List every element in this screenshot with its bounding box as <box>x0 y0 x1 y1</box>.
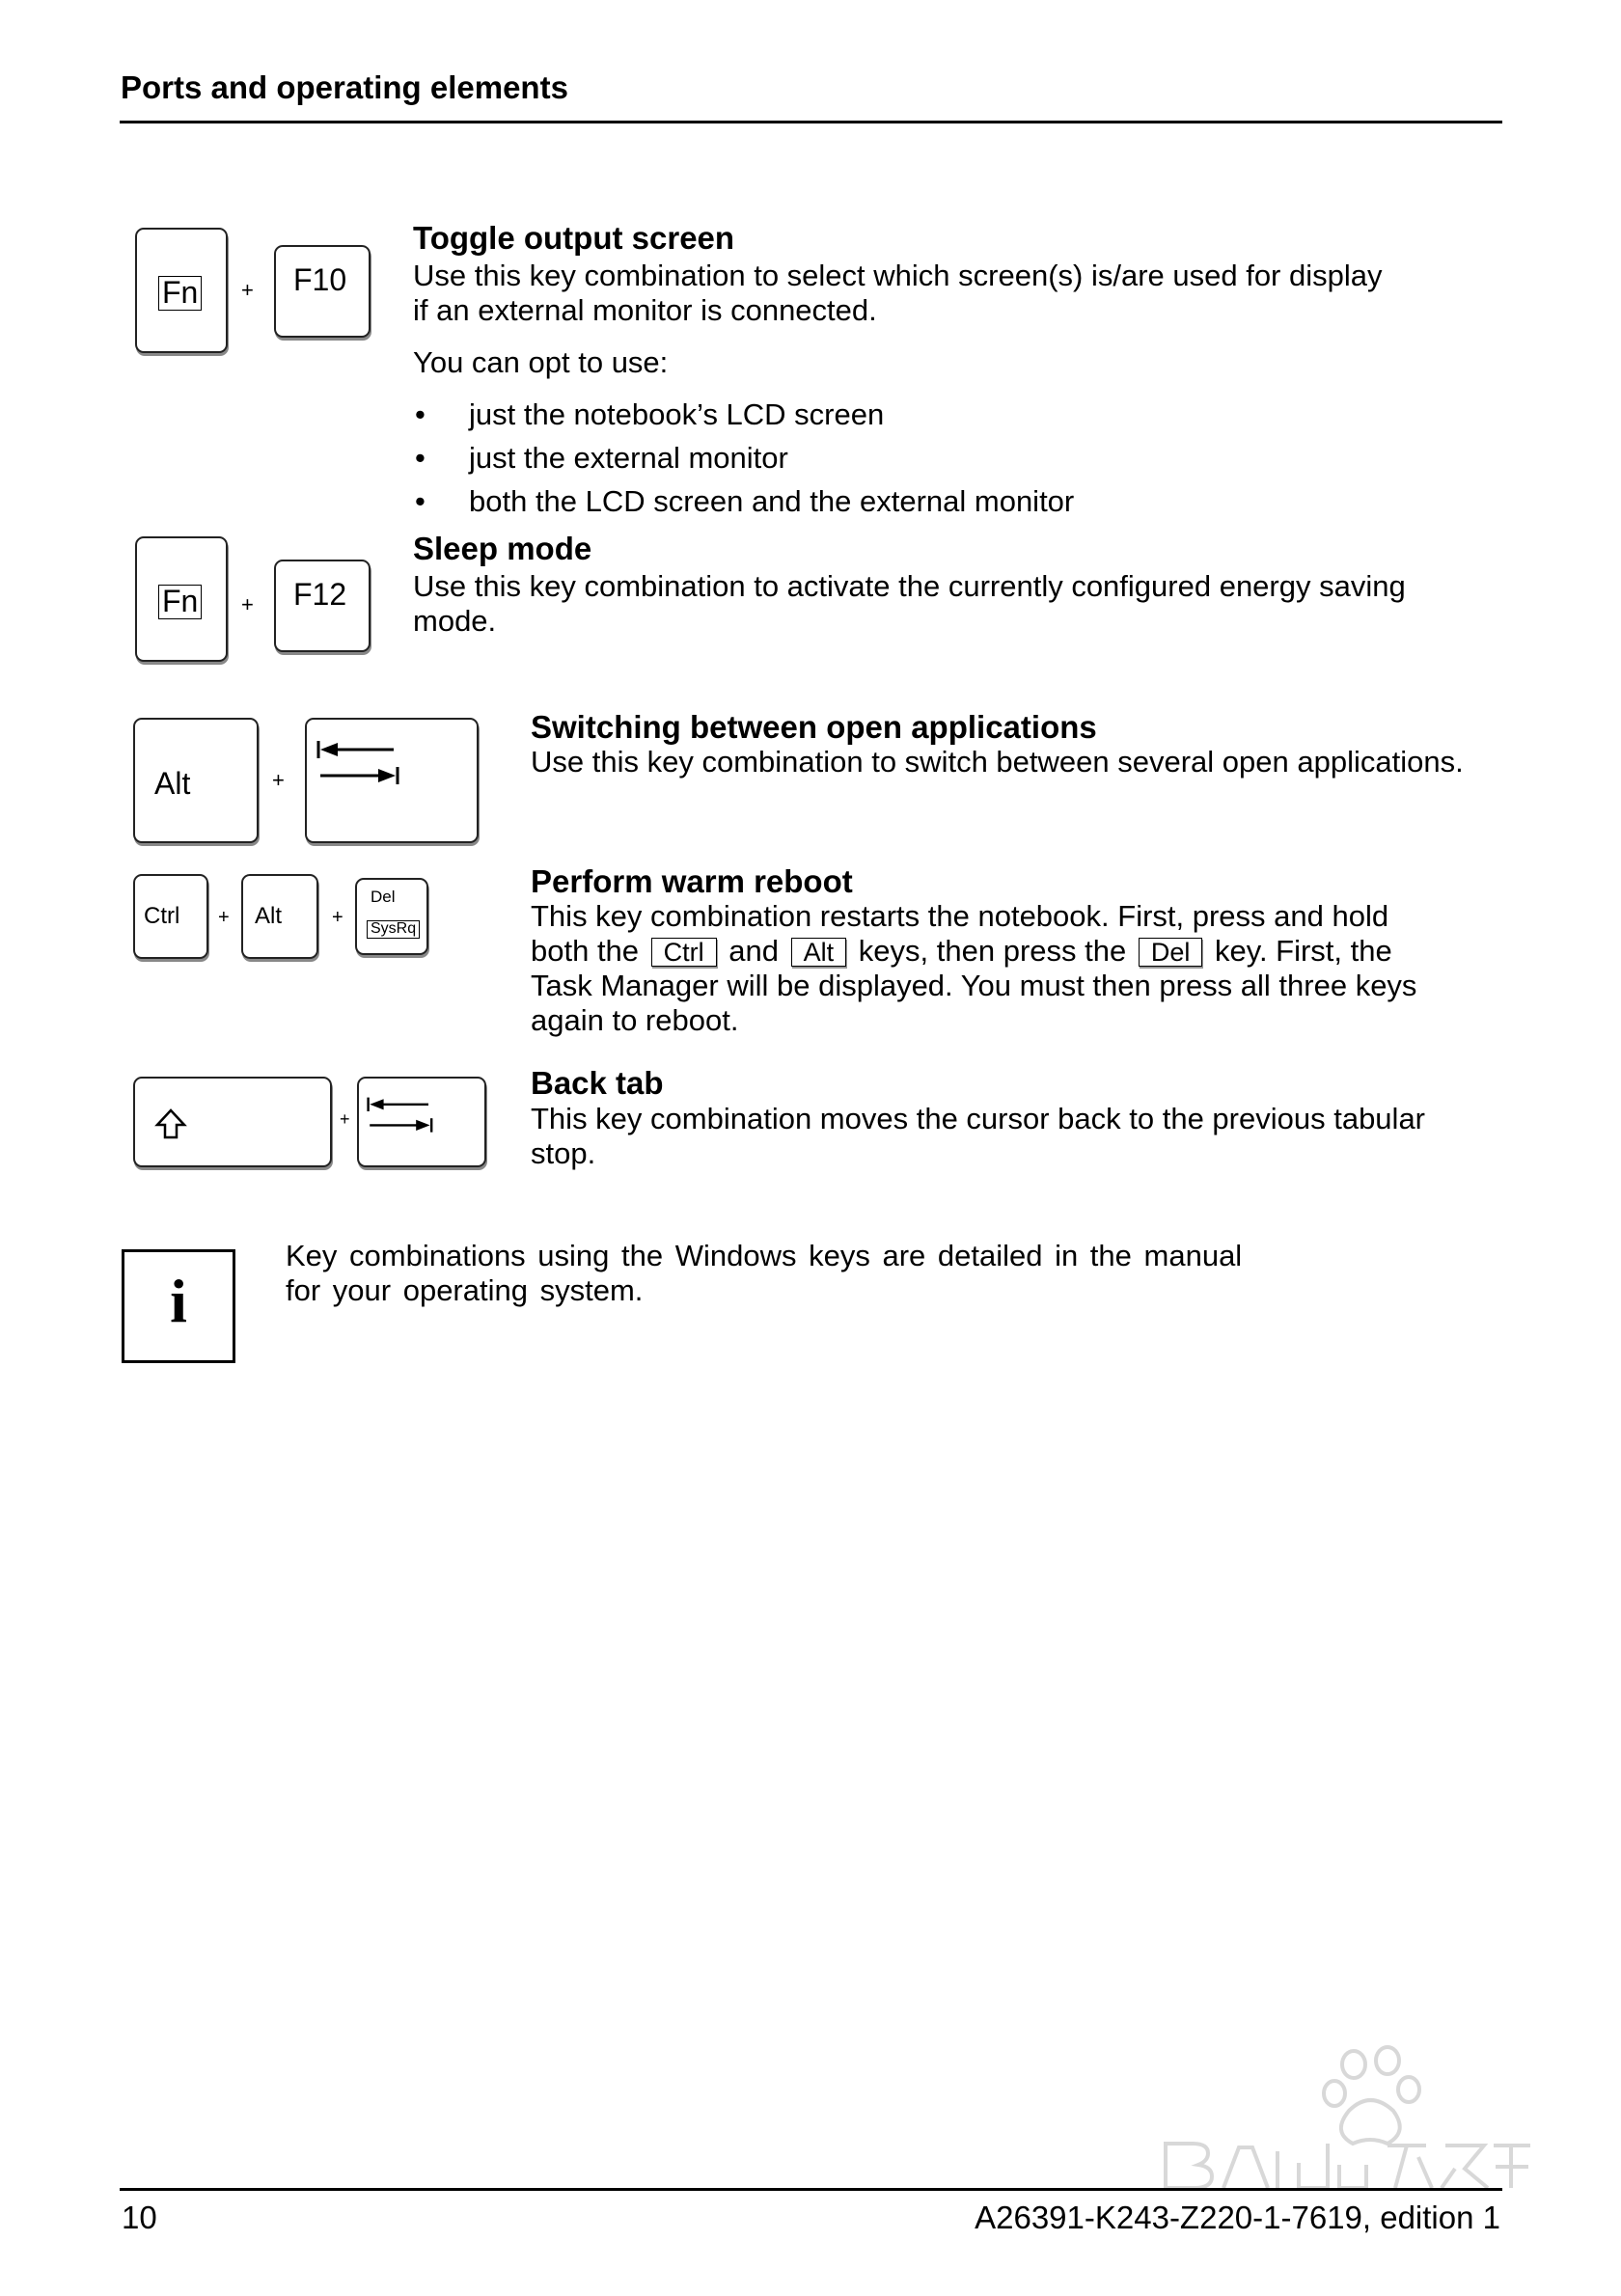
bullet-dot: • <box>415 397 426 431</box>
back-tab-text-1: This key combination moves the cursor back to the previous tabular <box>531 1102 1426 1135</box>
tab-key <box>357 1077 486 1167</box>
f10-key-label: F10 <box>293 262 347 297</box>
plus-sign: + <box>340 1109 350 1129</box>
info-icon <box>122 1249 235 1363</box>
plus-sign: + <box>332 907 343 928</box>
option-item-both: both the LCD screen and the external monitor <box>469 484 1075 518</box>
f12-key-label: F12 <box>293 577 347 612</box>
sleep-mode-text-1: Use this key combination to activate the currently configured energy saving <box>413 569 1406 603</box>
option-item-lcd: just the notebook’s LCD screen <box>469 397 885 431</box>
alt-key <box>133 718 259 843</box>
page-header-title: Ports and operating elements <box>121 69 568 105</box>
back-tab-heading: Back tab <box>531 1065 664 1101</box>
warm-reboot-text-2c: keys, then press the <box>858 934 1127 968</box>
tab-arrows-icon <box>367 1094 436 1136</box>
ctrl-key-label: Ctrl <box>144 903 180 929</box>
warm-reboot-text-3: Task Manager will be displayed. You must then press all three keys <box>531 969 1417 1002</box>
shift-key <box>133 1077 332 1167</box>
back-tab-text-2: stop. <box>531 1136 596 1170</box>
warm-reboot-text-2d: key. First, the <box>1215 934 1392 968</box>
warm-reboot-text-1: This key combination restarts the notebook. First, press and hold <box>531 899 1389 933</box>
baidu-watermark-logo <box>1156 2043 1534 2198</box>
inline-alt-key: Alt <box>791 938 847 967</box>
warm-reboot-text-4: again to reboot. <box>531 1003 739 1037</box>
plus-sign: + <box>241 278 254 302</box>
bullet-dot: • <box>415 441 426 475</box>
footer-divider <box>120 2188 1502 2191</box>
warm-reboot-text-2b: and <box>728 934 780 968</box>
inline-ctrl-key: Ctrl <box>651 938 717 967</box>
bullet-dot: • <box>415 484 426 518</box>
del-sysrq-key <box>355 878 428 955</box>
header-divider <box>120 121 1502 123</box>
alt-key-label: Alt <box>154 766 191 801</box>
warm-reboot-heading: Perform warm reboot <box>531 863 853 899</box>
tab-key <box>305 718 479 843</box>
switch-apps-text: Use this key combination to switch between several open applications. <box>531 745 1464 779</box>
fn-key-label: Fn <box>158 276 202 311</box>
info-note-text-1: Key combinations using the Windows keys are detailed in the manual <box>286 1239 1243 1272</box>
page-number: 10 <box>122 2200 157 2235</box>
toggle-output-text-2: if an external monitor is connected. <box>413 293 877 327</box>
warm-reboot-text-2a: both the <box>531 934 640 968</box>
inline-del-key: Del <box>1139 938 1203 967</box>
plus-sign: + <box>241 592 254 616</box>
sleep-mode-heading: Sleep mode <box>413 531 592 566</box>
tab-arrows-icon <box>316 739 403 787</box>
fn-key-label: Fn <box>158 585 202 619</box>
warm-reboot-text-2 <box>531 934 1392 969</box>
sleep-mode-text-2: mode. <box>413 604 497 638</box>
option-item-external: just the external monitor <box>469 441 788 475</box>
fn-key <box>135 228 228 353</box>
switch-apps-heading: Switching between open applications <box>531 709 1097 745</box>
alt-key-label: Alt <box>255 903 283 929</box>
del-key-label: Del <box>371 888 396 906</box>
fn-key <box>135 536 228 662</box>
sysrq-key-label: SysRq <box>367 920 420 939</box>
plus-sign: + <box>218 907 230 928</box>
toggle-output-text-1: Use this key combination to select which screen(s) is/are used for display <box>413 259 1383 292</box>
f10-key <box>274 245 371 338</box>
ctrl-key <box>133 874 208 959</box>
info-note-text-2: for your operating system. <box>286 1273 644 1307</box>
toggle-output-heading: Toggle output screen <box>413 220 735 256</box>
info-letter: i <box>170 1267 187 1335</box>
f12-key <box>274 560 371 652</box>
plus-sign: + <box>272 768 285 792</box>
document-id: A26391-K243-Z220-1-7619, edition 1 <box>975 2200 1500 2235</box>
alt-key <box>241 874 318 959</box>
toggle-output-options-intro: You can opt to use: <box>413 345 669 379</box>
shift-arrow-icon <box>154 1107 187 1140</box>
